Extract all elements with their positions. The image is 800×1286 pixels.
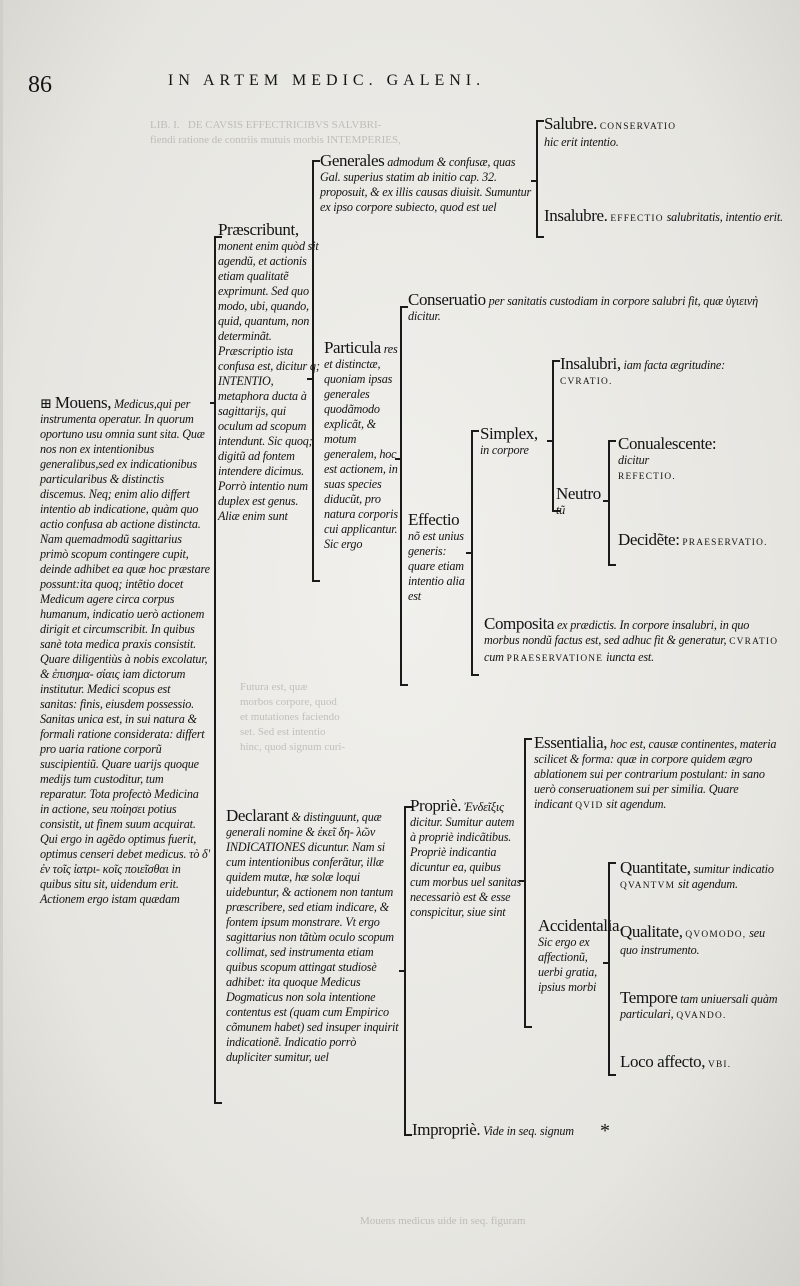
- decidente-block: [618, 532, 778, 551]
- praescribunt-block: [218, 222, 322, 524]
- effectio-heading: Effectio: [408, 510, 460, 529]
- neutro-text: tũ: [556, 503, 566, 517]
- quantitate-caps: QVANTVM: [620, 881, 676, 891]
- conualescente-block: [618, 436, 778, 485]
- improprie-text: Vide in seq. signum: [483, 1124, 574, 1138]
- simplex-heading: Simplex,: [480, 424, 538, 443]
- generales-heading: Generales: [320, 151, 385, 170]
- composita-mid: cum: [484, 650, 504, 664]
- bleed-through-middle: Futura est, quæ morbos corpore, quod et mutationes faciendo set. Sed est intentio hinc, quod signum curi-: [240, 681, 346, 753]
- declarant-block: [226, 808, 402, 1065]
- brace-particulares: [400, 306, 402, 686]
- generales-block: [320, 153, 535, 215]
- brace-declarant-tip: [399, 970, 404, 972]
- mouens-block: [40, 395, 210, 907]
- neutro-heading: Neutro: [556, 484, 601, 503]
- composita-text: ex prædictis. In corpore insalubri, in quo morbus nondũ factus est, sed adhuc fit & generatur,: [484, 618, 750, 647]
- proprie-text: Ἐνδεῖξις dicitur. Sumitur autem à propriè indicãtibus. Propriè indicantia dicuntur ea, quibus cum morbus uel sanitas necessariò est & esse conspicitur, siue sint: [410, 800, 522, 919]
- particulares-text: res et distinctæ, quoniam ipsas generales quodãmodo explicãt, & motum generalem, hoc est actionem, in suas species diducũt, pro natura corporis cui applicantur. Sic ergo: [324, 342, 398, 551]
- decidente-heading: Decidẽte:: [618, 530, 680, 549]
- qualitate-heading: Qualitate,: [620, 922, 683, 941]
- conseruatio-text: per sanitatis custodiam in corpore salubri fit, quæ ὑγιεινὴ dicitur.: [408, 294, 758, 323]
- mouens-icon: ⊞: [40, 397, 55, 412]
- essentialia-caps: QVID: [575, 801, 604, 811]
- particulares-block: [324, 340, 399, 552]
- running-title: IN ARTEM MEDIC. GALENI.: [168, 72, 486, 89]
- brace-accidentalia: [608, 862, 610, 1076]
- salubre-block: [544, 116, 784, 150]
- brace-generales-tip: [531, 180, 536, 182]
- brace-declarant: [404, 806, 406, 1136]
- brace-effectio-tip: [466, 552, 471, 554]
- brace-effectio: [471, 430, 473, 676]
- qualitate-tail: seu quo instrumento.: [620, 926, 765, 957]
- brace-proprie-tip: [519, 880, 524, 882]
- salubre-tail: hic erit intentio.: [544, 135, 619, 149]
- page-number: 86: [28, 72, 52, 98]
- mouens-heading: Mouens,: [54, 393, 112, 412]
- insalubri-heading: Insalubri,: [560, 354, 621, 373]
- brace-praescribunt-tip: [307, 378, 312, 380]
- conualescente-text: dicitur: [618, 453, 650, 467]
- mouens-text: Medicus,qui per instrumenta operatur. In quorum oportuno usu omnia sunt sita. Quæ nos non ex intentionibus generalibus,sed ex indicationibus particularibus & distinctis discemus. Neq; enim alio differt intentio ab indicatione, quàm quo actio confusa ab actione distincta. Nam quemadmodũ sagittarius primò scopum contingere cupit, deinde adhibet ea quæ hoc præstare possunt:ita quoq; intẽtio docet Medicum agere circa corpus humanum, indicatio uerò actionem dirigit et circumscribit. In quibus sanè tota medica praxis consistit. Quare diligentiùs à nobis excolatur, & ἐπισημα- σίαις iam dictorum institutur. Medici scopus est sanitas: finis, eiusdem possessio. Sanitas unica est, in sui natura & formali ratione considerata: differt pro uaria ratione corporũ suscipientiũ. Quare uarijs quoque medijs tum custoditur, tum reparatur. Tota profectò Medicina in actione, seu ποίησει potius consistit, ut finem suum acquirat. Qui ergo in agẽdo optimus fuerit, optimus censeri debet medicus. τὸ δ' ἐν τοῖς ἰατρι- κοῖς ποιεῖσθαι in quibus situ sit, uidendum erit. Actionem ergo istam quædam: [40, 397, 210, 906]
- praescribunt-heading: Præscribunt,: [218, 220, 299, 239]
- essentialia-text: hoc est, causæ continentes, materia scilicet & forma: quæ in corpore quidem ægro ablationem sui per contrarium postulant: in sano uerò conseruationem sui per similia. Quare indicant: [534, 737, 777, 811]
- declarant-heading: Declarant: [226, 806, 289, 825]
- brace-generales: [536, 120, 538, 238]
- quantitate-text: sumitur indicatio: [693, 862, 774, 876]
- quantitate-heading: Quantitate,: [620, 858, 691, 877]
- composita-caps-1: CVRATIO: [729, 637, 779, 647]
- improprie-block: [412, 1122, 632, 1139]
- bleed-through-bottom: Mouens medicus uide in seq. figuram: [360, 1215, 526, 1227]
- quantitate-tail: sit agendum.: [677, 877, 738, 891]
- loco-caps: VBI.: [707, 1060, 732, 1070]
- brace-proprie: [524, 738, 526, 1028]
- declarant-text: & distinguunt, quæ generali nomine & ἐκεῖ δη- λῶν INDICATIONES dicuntur. Nam si cum intentionibus conferãtur, illæ quidem mutæ, hæ solæ loqui uidebuntur, & actionem non tantum præscribere, sed etiam indicare, & fontem ipsum monstrare. Vt ergo sagittarius non tãtùm oculo scopum collimat, sed instrumenta etiam quibus scopum attingat studiosè adhibet: ita quoque Medicus Dogmaticus non sola intentione contentus est (quam cum Empirico cõmunem habet) sed insuper inquirit indicationẽ. Indicatio porrò dupliciter sumitur, uel: [226, 810, 399, 1064]
- neutro-block: [556, 486, 606, 518]
- insalubre-caps: EFFECTIO: [610, 214, 664, 224]
- brace-neutro: [608, 440, 610, 566]
- qualitate-caps: QVOMODO,: [685, 930, 747, 940]
- simplex-block: [480, 426, 555, 458]
- accidentalia-heading: Accidentalia.: [538, 916, 623, 935]
- insalubre-tail: salubritatis, intentio erit.: [666, 210, 783, 224]
- effectio-block: [408, 512, 470, 604]
- asterisk-mark: *: [600, 1120, 610, 1142]
- proprie-block: [410, 798, 522, 920]
- loco-block: [620, 1054, 782, 1073]
- brace-simplex: [552, 360, 554, 512]
- brace-particulares-tip: [395, 458, 400, 460]
- composita-tail: iuncta est.: [606, 650, 654, 664]
- page-gutter-shadow: [0, 0, 3, 1286]
- praescribunt-text: monent enim quòd sit agendũ, et actionis etiam qualitatẽ exprimunt. Sed quo modo, ubi, quando, quid, quantum, non determinãt. Præscriptio ista confusa est, dicitur q; INTENTIO, metaphora ducta à sagittarijs, qui oculum ad scopum intendunt. Sic quoq; digitũ ad fontem intendere dicimus. Porrò intentio num duplex est genus. Aliæ enim sunt: [218, 239, 320, 523]
- brace-neutro-tip: [603, 500, 608, 502]
- accidentalia-text: Sic ergo ex affectionũ, uerbi gratia, ipsius morbi: [538, 935, 598, 994]
- proprie-heading: Propriè.: [410, 796, 462, 815]
- conseruatio-block: [408, 292, 778, 324]
- quantitate-block: [620, 860, 782, 894]
- particulares-heading: Particula: [324, 338, 381, 357]
- qualitate-block: [620, 924, 782, 958]
- accidentalia-block: [538, 916, 623, 995]
- composita-heading: Composita: [484, 614, 555, 633]
- generales-text: admodum & confusæ, quas Gal. superius statim ab initio cap. 32. proposuit, & ex illis causas diuisit. Sumuntur ex ipso corpore subiecto, quod est uel: [320, 155, 532, 214]
- brace-accidentalia-tip: [603, 962, 608, 964]
- brace-main-tip: [210, 402, 215, 404]
- conualescente-caps: REFECTIO.: [618, 472, 676, 482]
- insalubri-block: [560, 356, 770, 390]
- brace-simplex-tip: [547, 440, 552, 442]
- tempore-block: [620, 990, 782, 1024]
- tempore-text: tam uniuersali quàm particulari,: [620, 992, 778, 1021]
- tempore-caps: QVANDO.: [676, 1011, 727, 1021]
- bleed-through-top: LIB. I. DE CAVSIS EFFECTRICIBVS SALVBRI- fiendi ratione de contriis mutuis morbis INTEMPERIES,: [150, 119, 401, 146]
- decidente-caps: PRAESERVATIO.: [682, 538, 768, 548]
- essentialia-tail: sit agendum.: [606, 797, 667, 811]
- essentialia-heading: Essentialia,: [534, 733, 608, 752]
- composita-caps-2: PRAESERVATIONE: [506, 654, 604, 664]
- conseruatio-heading: Conseruatio: [408, 290, 486, 309]
- brace-praescribunt: [312, 160, 314, 582]
- insalubri-text: iam facta ægritudine:: [623, 358, 725, 372]
- effectio-text: nõ est unius generis: quare etiam intentio alia est: [408, 529, 465, 603]
- improprie-heading: Impropriè.: [412, 1120, 481, 1139]
- loco-heading: Loco affecto,: [620, 1052, 706, 1071]
- essentialia-block: [534, 735, 778, 814]
- tempore-heading: Tempore: [620, 988, 678, 1007]
- salubre-caps: CONSERVATIO: [599, 122, 677, 132]
- composita-block: [484, 616, 780, 667]
- insalubre-block: [544, 208, 784, 227]
- simplex-text: in corpore: [480, 443, 529, 457]
- insalubri-caps: CVRATIO.: [560, 377, 613, 387]
- insalubre-heading: Insalubre.: [544, 206, 608, 225]
- brace-main: [214, 236, 216, 1104]
- salubre-heading: Salubre.: [544, 114, 597, 133]
- conualescente-heading: Conualescente:: [618, 434, 717, 453]
